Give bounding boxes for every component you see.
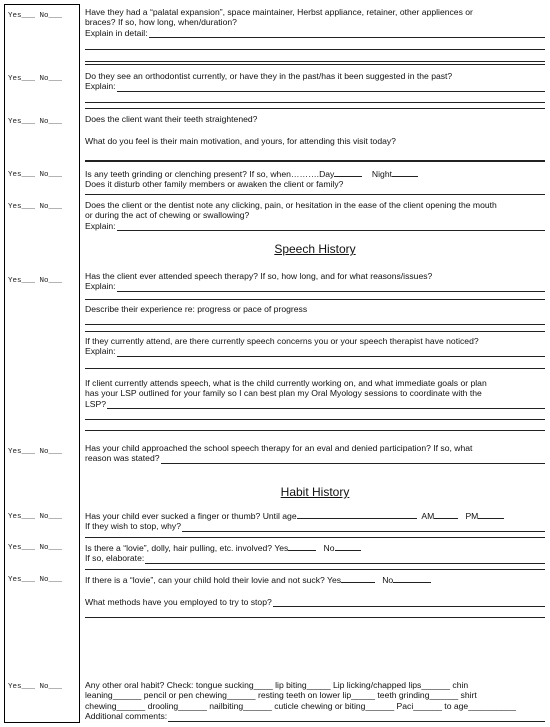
answer-line[interactable] (273, 597, 545, 607)
question-text: If they wish to stop, why? (85, 521, 182, 532)
yes-no-checkbox[interactable]: Yes___ No___ (8, 544, 63, 552)
question-text: Is there a “lovie”, dolly, hair pulling, etc. involved? Yes (85, 543, 289, 553)
answer-line[interactable] (85, 151, 545, 161)
no-label: No (323, 543, 335, 553)
question-school-eval (85, 443, 545, 464)
no-field[interactable] (393, 574, 431, 583)
divider (85, 194, 545, 195)
yes-no-checkbox[interactable]: Yes___ No___ (8, 683, 63, 691)
explain-label: Explain: (85, 346, 116, 357)
yes-no-checkbox[interactable]: Yes___ No___ (8, 203, 63, 211)
yes-no-checkbox[interactable]: Yes___ No___ (8, 171, 63, 179)
explain-label: Explain in detail: (85, 27, 148, 38)
answer-line[interactable] (85, 52, 545, 62)
question-lovie-no-suck (85, 574, 545, 585)
question-orthodontist (85, 71, 545, 103)
question-text: Additional comments: (85, 711, 168, 722)
answer-line[interactable] (145, 554, 545, 564)
question-thumb-sucking (85, 510, 545, 532)
age-field[interactable] (297, 510, 417, 519)
question-text: Any other oral habit? Check: tongue sucking____ lip biting_____ Lip licking/chapped lips______ chin (85, 680, 469, 690)
question-text: Have they had a “palatal expansion”, space maintainer, Herbst appliance, retainer, other appliences or (85, 7, 473, 17)
question-progress (85, 304, 545, 325)
question-speech-concerns (85, 336, 545, 369)
explain-label: Explain: (85, 281, 116, 292)
habit-history-heading: Habit History (280, 485, 350, 499)
yes-no-checkbox[interactable]: Yes___ No___ (8, 75, 63, 83)
question-text: If they currently attend, are there currently speech concerns you or your speech therapist have noticed? (85, 336, 479, 346)
answer-line[interactable] (117, 82, 545, 92)
question-text: chewing______ drooling______ nailbiting______ cuticle chewing or biting______ Paci______ to age__________ (85, 700, 516, 711)
am-label: AM (421, 511, 435, 521)
question-lsp-goals (85, 378, 545, 431)
night-field[interactable] (392, 168, 418, 177)
yes-field[interactable] (341, 574, 375, 583)
question-clicking (85, 200, 545, 231)
question-appliances (85, 7, 545, 62)
answer-line[interactable] (117, 282, 545, 292)
answer-line[interactable] (85, 608, 545, 618)
yes-no-checkbox[interactable]: Yes___ No___ (8, 513, 63, 521)
answer-line[interactable] (149, 28, 545, 38)
answer-line[interactable] (117, 347, 545, 357)
question-text: leaning______ pencil or pen chewing______ resting teeth on lower lip_____ teeth grinding______ shirt (85, 690, 477, 701)
question-text: or during the act of chewing or swallowing? (85, 210, 250, 221)
divider (85, 569, 545, 570)
night-label: Night (371, 169, 392, 179)
question-text: If there is a “lovie”, can your child hold their lovie and not suck? Yes (85, 575, 342, 585)
answer-line[interactable] (85, 315, 545, 325)
answer-line[interactable] (161, 454, 545, 464)
yes-no-checkbox[interactable]: Yes___ No___ (8, 448, 63, 456)
yes-no-checkbox[interactable]: Yes___ No___ (8, 277, 63, 285)
answer-line[interactable] (85, 93, 545, 103)
question-text: Does it disturb other family members or awaken the client or family? (85, 179, 344, 190)
question-grinding (85, 168, 545, 190)
divider (85, 161, 545, 162)
question-text: Do they see an orthodontist currently, or have they in the past/has it been suggested in the past? (85, 71, 453, 81)
question-speech-therapy (85, 271, 545, 292)
answer-line[interactable] (107, 399, 545, 409)
question-text: reason was stated? (85, 453, 160, 464)
answer-line[interactable] (85, 421, 545, 431)
yes-no-checkbox[interactable]: Yes___ No___ (8, 12, 63, 20)
question-motivation (85, 114, 545, 161)
question-methods (85, 597, 545, 618)
question-text: LSP? (85, 398, 107, 409)
question-text: If so, elaborate: (85, 553, 145, 564)
question-text: Is any teeth grinding or clenching present? If so, when……….Day (85, 169, 335, 179)
divider (85, 299, 545, 300)
yes-no-column (4, 4, 80, 723)
question-text: What do you feel is their main motivation, and yours, for attending this visit today? (85, 136, 396, 147)
question-text: Has the client ever attended speech therapy? If so, how long, and for what reasons/issues? (85, 271, 433, 281)
question-text: Describe their experience re: progress or pace of progress (85, 304, 308, 314)
question-lovie (85, 542, 545, 564)
yes-field[interactable] (288, 542, 316, 551)
question-text: has your LSP outlined for your family so I can best plan my Oral Myology sessions to coordinate with the (85, 388, 482, 399)
yes-no-checkbox[interactable]: Yes___ No___ (8, 118, 63, 126)
divider (85, 331, 545, 332)
no-field[interactable] (335, 542, 361, 551)
answer-line[interactable] (182, 522, 545, 532)
answer-line[interactable] (85, 40, 545, 50)
question-text: Has your child approached the school speech therapy for an eval and denied participation? If so, what (85, 443, 473, 453)
question-text: If client currently attends speech, what is the child currently working on, and what immediate goals or plan (85, 378, 487, 388)
am-field[interactable] (434, 510, 458, 519)
divider (85, 64, 545, 65)
explain-label: Explain: (85, 81, 116, 92)
question-text: braces? If so, how long, when/duration? (85, 17, 237, 28)
no-label: No (382, 575, 394, 585)
speech-history-heading: Speech History (274, 242, 356, 256)
question-other-habits (85, 680, 545, 722)
question-text: Does the client want their teeth straightened? (85, 114, 258, 124)
question-text: Does the client or the dentist note any clicking, pain, or hesitation in the ease of the client opening the mouth (85, 200, 497, 210)
answer-line[interactable] (168, 712, 545, 722)
pm-field[interactable] (478, 510, 504, 519)
question-text: Has your child ever sucked a finger or thumb? Until age (85, 511, 297, 521)
question-text: What methods have you employed to try to stop? (85, 597, 272, 607)
pm-label: PM (465, 511, 479, 521)
answer-line[interactable] (85, 359, 545, 369)
answer-line[interactable] (117, 221, 545, 231)
yes-no-checkbox[interactable]: Yes___ No___ (8, 576, 63, 584)
divider (85, 537, 545, 538)
divider (85, 108, 545, 109)
explain-label: Explain: (85, 220, 116, 231)
answer-line[interactable] (85, 410, 545, 420)
day-field[interactable] (334, 168, 362, 177)
